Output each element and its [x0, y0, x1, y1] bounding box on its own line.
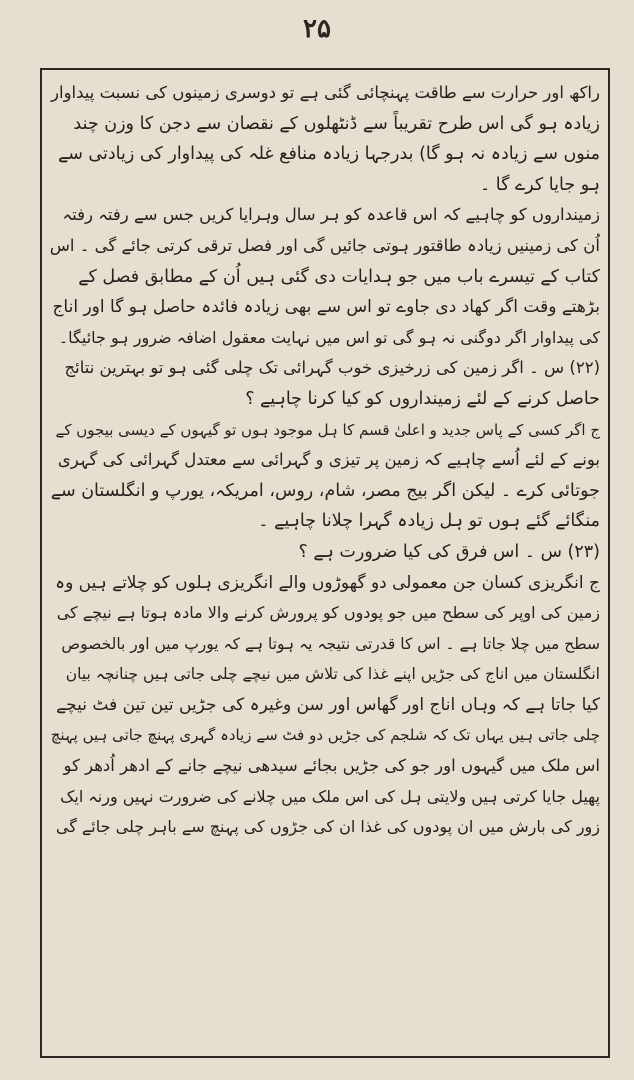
text-line: کی پیداوار اگر دوگنی نہ ہو گی تو اس میں نہایت معقول اضافہ ضرور ہو جائیگا۔: [58, 327, 600, 347]
text-body: [50, 78, 600, 1050]
text-line: کیا جاتا ہے کہ وہاں اناج اور گھاس اور سن وغیرہ کی جڑیں تین تین فٹ نیچے: [56, 694, 600, 715]
text-line: منوں سے زیادہ نہ ہو گا) بدرجہا زیادہ منافع غلہ کی پیداوار کی زیادتی سے: [57, 144, 600, 165]
text-line: زمین کی اوپر کی سطح میں جو پودوں کو پرورش کرنے والا مادہ ہوتا ہے نیچے کی: [56, 603, 600, 623]
text-line: (۲۲) س ۔ اگر زمین کی زرخیزی خوب گہرائی تک چلی گئی ہو تو بہترین نتائج: [64, 358, 600, 378]
text-line: پھیل جایا کرتی ہیں ولایتی ہل کی اس ملک میں چلانے کی ضرورت نہیں ورنہ ایک: [60, 786, 600, 806]
text-line: کتاب کے تیسرے باب میں جو ہدایات دی گئی ہیں اُن کے مطابق فصل کے: [78, 266, 600, 287]
text-line: چلی جاتی ہیں یہاں تک کہ شلجم کی جڑیں دو فٹ سے زیادہ گہری پہنچ جاتی ہیں پہنچ: [50, 726, 600, 745]
text-line: منگائے گئے ہوں تو ہل زیادہ گہرا چلانا چاہیے ۔: [258, 511, 600, 532]
text-line: زیادہ ہو گی اس طرح تقریباً سے ڈنٹھلوں کے نقصان سے دجن کا وزن چند: [73, 113, 600, 134]
text-line: اُن کی زمینیں زیادہ طاقتور ہوتی جائیں گی اور فصل ترقی کرتی جائے گی ۔ اس: [50, 235, 600, 255]
text-line: بڑھتے وقت اگر کھاد دی جاوے تو اس سے بھی زیادہ فائدہ حاصل ہو گا اور اناج: [52, 297, 600, 318]
text-line: زور کی بارش میں ان پودوں کی غذا ان کی جڑوں کی پہنچ سے باہر چلی جائے گی: [55, 817, 600, 837]
text-line: انگلستان میں اناج کی جڑیں اپنے غذا کی تلاش میں نیچے چلی جاتی ہیں چنانچہ بیان: [65, 665, 600, 684]
text-line: اس ملک میں گیہوں اور جو کی جڑیں بجائے سیدھی نیچے جانے کے ادھر اُدھر کو: [63, 756, 600, 776]
text-line: سطح میں چلا جاتا ہے ۔ اس کا قدرتی نتیجہ یہ ہوتا ہے کہ یورپ میں اور بالخصوص: [61, 634, 600, 653]
text-line: ج انگریزی کسان جن معمولی دو گھوڑوں والے انگریزی ہلوں کو چلاتے ہیں وہ: [55, 572, 600, 593]
text-line: جوتائی کرے ۔ لیکن اگر بیج مصر، شام، روس، امریکہ، یورپ و انگلستان سے: [50, 480, 600, 501]
text-line: زمینداروں کو چاہیے کہ اس قاعدہ کو ہر سال وہرایا کریں جس سے رفتہ رفتہ: [62, 205, 600, 225]
text-line: حاصل کرنے کے لئے زمینداروں کو کیا کرنا چاہیے ؟: [245, 388, 600, 409]
page-number: ۲۵: [303, 14, 331, 44]
text-line: ج اگر کسی کے پاس جدید و اعلیٰ قسم کا ہل موجود ہوں تو گیہوں کے دیسی بیجوں کے: [55, 420, 600, 439]
text-frame: [40, 68, 610, 1058]
text-line: (۲۳) س ۔ اس فرق کی کیا ضرورت ہے ؟: [298, 541, 600, 562]
text-line: ہو جایا کرے گا ۔: [479, 174, 600, 195]
text-line: بونے کے لئے اُسے چاہیے کہ زمین پر تیزی و گہرائی سے معتدل گہرائی کی گہری: [57, 450, 600, 470]
text-line: راکھ اور حرارت سے طاقت پہنچائی گئی ہے تو دوسری زمینوں کی نسبت پیداوار: [51, 83, 600, 102]
